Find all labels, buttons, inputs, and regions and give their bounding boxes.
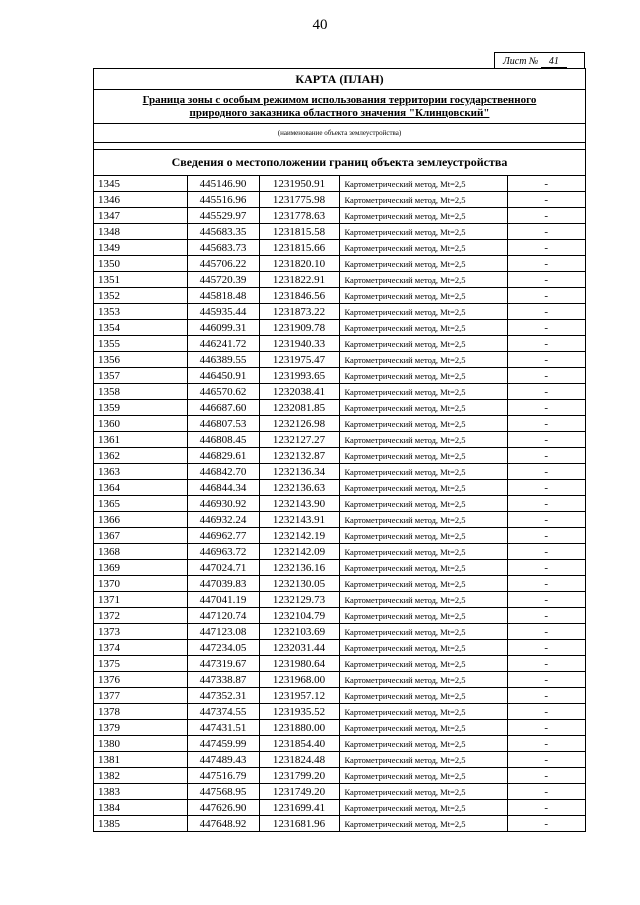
method-text: Картометрический метод, Mt=2,5 [339, 512, 507, 528]
point-number: 1369 [94, 560, 187, 576]
table-row [94, 512, 585, 528]
point-number: 1374 [94, 640, 187, 656]
method-text: Картометрический метод, Mt=2,5 [339, 304, 507, 320]
point-number: 1368 [94, 544, 187, 560]
method-text: Картометрический метод, Mt=2,5 [339, 752, 507, 768]
accuracy-dash: - [507, 224, 585, 240]
method-text: Картометрический метод, Mt=2,5 [339, 464, 507, 480]
y-coordinate: 1232130.05 [259, 576, 339, 592]
table-row [94, 752, 585, 768]
sheet-number-box [494, 52, 585, 69]
x-coordinate: 447319.67 [187, 656, 259, 672]
sheet-label: Лист № [503, 56, 539, 67]
table-row [94, 656, 585, 672]
method-text: Картометрический метод, Mt=2,5 [339, 400, 507, 416]
point-number: 1351 [94, 272, 187, 288]
y-coordinate: 1231699.41 [259, 800, 339, 816]
x-coordinate: 446963.72 [187, 544, 259, 560]
y-coordinate: 1231799.20 [259, 768, 339, 784]
x-coordinate: 446450.91 [187, 368, 259, 384]
method-text: Картометрический метод, Mt=2,5 [339, 256, 507, 272]
method-text: Картометрический метод, Mt=2,5 [339, 320, 507, 336]
accuracy-dash: - [507, 432, 585, 448]
table-row [94, 400, 585, 416]
y-coordinate: 1231909.78 [259, 320, 339, 336]
method-text: Картометрический метод, Mt=2,5 [339, 224, 507, 240]
accuracy-dash: - [507, 192, 585, 208]
point-number: 1352 [94, 288, 187, 304]
point-number: 1385 [94, 816, 187, 832]
x-coordinate: 447626.90 [187, 800, 259, 816]
y-coordinate: 1231940.33 [259, 336, 339, 352]
y-coordinate: 1231975.47 [259, 352, 339, 368]
table-row [94, 464, 585, 480]
table-row [94, 544, 585, 560]
y-coordinate: 1232126.98 [259, 416, 339, 432]
table-row [94, 336, 585, 352]
y-coordinate: 1232136.63 [259, 480, 339, 496]
method-text: Картометрический метод, Mt=2,5 [339, 240, 507, 256]
accuracy-dash: - [507, 416, 585, 432]
point-number: 1357 [94, 368, 187, 384]
point-number: 1384 [94, 800, 187, 816]
point-number: 1366 [94, 512, 187, 528]
table-row [94, 384, 585, 400]
y-coordinate: 1232136.16 [259, 560, 339, 576]
x-coordinate: 446842.70 [187, 464, 259, 480]
y-coordinate: 1231778.63 [259, 208, 339, 224]
accuracy-dash: - [507, 400, 585, 416]
x-coordinate: 446687.60 [187, 400, 259, 416]
x-coordinate: 447489.43 [187, 752, 259, 768]
method-text: Картометрический метод, Mt=2,5 [339, 800, 507, 816]
method-text: Картометрический метод, Mt=2,5 [339, 448, 507, 464]
point-number: 1370 [94, 576, 187, 592]
method-text: Картометрический метод, Mt=2,5 [339, 816, 507, 832]
accuracy-dash: - [507, 816, 585, 832]
x-coordinate: 447039.83 [187, 576, 259, 592]
accuracy-dash: - [507, 320, 585, 336]
x-coordinate: 445683.35 [187, 224, 259, 240]
table-row [94, 608, 585, 624]
x-coordinate: 447024.71 [187, 560, 259, 576]
method-text: Картометрический метод, Mt=2,5 [339, 528, 507, 544]
accuracy-dash: - [507, 496, 585, 512]
coordinates-table [94, 176, 585, 831]
accuracy-dash: - [507, 512, 585, 528]
accuracy-dash: - [507, 576, 585, 592]
method-text: Картометрический метод, Mt=2,5 [339, 208, 507, 224]
x-coordinate: 445706.22 [187, 256, 259, 272]
table-row [94, 224, 585, 240]
table-row [94, 688, 585, 704]
point-number: 1382 [94, 768, 187, 784]
x-coordinate: 446099.31 [187, 320, 259, 336]
x-coordinate: 447431.51 [187, 720, 259, 736]
y-coordinate: 1232143.90 [259, 496, 339, 512]
table-row [94, 480, 585, 496]
table-row [94, 720, 585, 736]
table-row [94, 800, 585, 816]
accuracy-dash: - [507, 672, 585, 688]
subtitle-line-1: Граница зоны с особым режимом использования территории государственного [142, 94, 537, 106]
table-row [94, 176, 585, 192]
y-coordinate: 1231775.98 [259, 192, 339, 208]
method-text: Картометрический метод, Mt=2,5 [339, 640, 507, 656]
y-coordinate: 1232104.79 [259, 608, 339, 624]
x-coordinate: 446808.45 [187, 432, 259, 448]
sheet-number: 41 [541, 56, 567, 68]
accuracy-dash: - [507, 464, 585, 480]
x-coordinate: 447338.87 [187, 672, 259, 688]
point-number: 1375 [94, 656, 187, 672]
method-text: Картометрический метод, Mt=2,5 [339, 384, 507, 400]
y-coordinate: 1232127.27 [259, 432, 339, 448]
method-text: Картометрический метод, Mt=2,5 [339, 416, 507, 432]
y-coordinate: 1232081.85 [259, 400, 339, 416]
y-coordinate: 1232038.41 [259, 384, 339, 400]
table-row [94, 272, 585, 288]
accuracy-dash: - [507, 448, 585, 464]
y-coordinate: 1232129.73 [259, 592, 339, 608]
point-number: 1378 [94, 704, 187, 720]
x-coordinate: 447352.31 [187, 688, 259, 704]
point-number: 1383 [94, 784, 187, 800]
table-row [94, 768, 585, 784]
table-row [94, 320, 585, 336]
y-coordinate: 1231815.58 [259, 224, 339, 240]
point-number: 1379 [94, 720, 187, 736]
table-row [94, 432, 585, 448]
accuracy-dash: - [507, 528, 585, 544]
y-coordinate: 1231846.56 [259, 288, 339, 304]
accuracy-dash: - [507, 688, 585, 704]
subtitle-line-2: природного заказника областного значения "Клинцовский" [189, 107, 490, 119]
accuracy-dash: - [507, 176, 585, 192]
y-coordinate: 1231980.64 [259, 656, 339, 672]
point-number: 1355 [94, 336, 187, 352]
point-number: 1365 [94, 496, 187, 512]
method-text: Картометрический метод, Mt=2,5 [339, 608, 507, 624]
accuracy-dash: - [507, 704, 585, 720]
method-text: Картометрический метод, Mt=2,5 [339, 688, 507, 704]
accuracy-dash: - [507, 480, 585, 496]
table-row [94, 448, 585, 464]
accuracy-dash: - [507, 720, 585, 736]
y-coordinate: 1231815.66 [259, 240, 339, 256]
x-coordinate: 445935.44 [187, 304, 259, 320]
x-coordinate: 445818.48 [187, 288, 259, 304]
accuracy-dash: - [507, 384, 585, 400]
x-coordinate: 446807.53 [187, 416, 259, 432]
x-coordinate: 447459.99 [187, 736, 259, 752]
y-coordinate: 1232132.87 [259, 448, 339, 464]
method-text: Картометрический метод, Mt=2,5 [339, 176, 507, 192]
point-number: 1363 [94, 464, 187, 480]
table-row [94, 672, 585, 688]
y-coordinate: 1231957.12 [259, 688, 339, 704]
x-coordinate: 445720.39 [187, 272, 259, 288]
x-coordinate: 447120.74 [187, 608, 259, 624]
x-coordinate: 447516.79 [187, 768, 259, 784]
accuracy-dash: - [507, 592, 585, 608]
y-coordinate: 1231935.52 [259, 704, 339, 720]
table-row [94, 368, 585, 384]
method-text: Картометрический метод, Mt=2,5 [339, 624, 507, 640]
point-number: 1361 [94, 432, 187, 448]
table-row [94, 704, 585, 720]
y-coordinate: 1231873.22 [259, 304, 339, 320]
section-title: Сведения о местоположении границ объекта землеустройства [94, 150, 585, 176]
table-row [94, 256, 585, 272]
accuracy-dash: - [507, 544, 585, 560]
accuracy-dash: - [507, 656, 585, 672]
method-text: Картометрический метод, Mt=2,5 [339, 480, 507, 496]
accuracy-dash: - [507, 240, 585, 256]
y-coordinate: 1231749.20 [259, 784, 339, 800]
accuracy-dash: - [507, 256, 585, 272]
method-text: Картометрический метод, Mt=2,5 [339, 432, 507, 448]
y-coordinate: 1232031.44 [259, 640, 339, 656]
table-row [94, 288, 585, 304]
x-coordinate: 447374.55 [187, 704, 259, 720]
accuracy-dash: - [507, 208, 585, 224]
table-row [94, 352, 585, 368]
y-coordinate: 1231993.65 [259, 368, 339, 384]
table-row [94, 528, 585, 544]
accuracy-dash: - [507, 784, 585, 800]
document-title: КАРТА (ПЛАН) [94, 69, 585, 90]
y-coordinate: 1231950.91 [259, 176, 339, 192]
x-coordinate: 446844.34 [187, 480, 259, 496]
method-text: Картометрический метод, Mt=2,5 [339, 720, 507, 736]
method-text: Картометрический метод, Mt=2,5 [339, 336, 507, 352]
point-number: 1349 [94, 240, 187, 256]
point-number: 1356 [94, 352, 187, 368]
y-coordinate: 1231880.00 [259, 720, 339, 736]
accuracy-dash: - [507, 752, 585, 768]
point-number: 1359 [94, 400, 187, 416]
method-text: Картометрический метод, Mt=2,5 [339, 784, 507, 800]
document-subtitle [94, 90, 585, 124]
accuracy-dash: - [507, 272, 585, 288]
table-row [94, 304, 585, 320]
x-coordinate: 446570.62 [187, 384, 259, 400]
method-text: Картометрический метод, Mt=2,5 [339, 368, 507, 384]
point-number: 1354 [94, 320, 187, 336]
point-number: 1377 [94, 688, 187, 704]
method-text: Картометрический метод, Mt=2,5 [339, 496, 507, 512]
point-number: 1371 [94, 592, 187, 608]
point-number: 1380 [94, 736, 187, 752]
document-frame [93, 68, 586, 832]
point-number: 1372 [94, 608, 187, 624]
y-coordinate: 1231681.96 [259, 816, 339, 832]
accuracy-dash: - [507, 768, 585, 784]
x-coordinate: 446962.77 [187, 528, 259, 544]
table-row [94, 736, 585, 752]
method-text: Картометрический метод, Mt=2,5 [339, 736, 507, 752]
x-coordinate: 446241.72 [187, 336, 259, 352]
accuracy-dash: - [507, 624, 585, 640]
point-number: 1376 [94, 672, 187, 688]
y-coordinate: 1231968.00 [259, 672, 339, 688]
table-row [94, 496, 585, 512]
spacer-row [94, 143, 585, 150]
y-coordinate: 1232142.09 [259, 544, 339, 560]
y-coordinate: 1232142.19 [259, 528, 339, 544]
y-coordinate: 1231822.91 [259, 272, 339, 288]
method-text: Картометрический метод, Mt=2,5 [339, 272, 507, 288]
method-text: Картометрический метод, Mt=2,5 [339, 768, 507, 784]
point-number: 1350 [94, 256, 187, 272]
point-number: 1347 [94, 208, 187, 224]
method-text: Картометрический метод, Mt=2,5 [339, 352, 507, 368]
point-number: 1381 [94, 752, 187, 768]
table-row [94, 240, 585, 256]
x-coordinate: 445516.96 [187, 192, 259, 208]
accuracy-dash: - [507, 800, 585, 816]
accuracy-dash: - [507, 560, 585, 576]
table-row [94, 560, 585, 576]
method-text: Картометрический метод, Mt=2,5 [339, 704, 507, 720]
point-number: 1367 [94, 528, 187, 544]
accuracy-dash: - [507, 336, 585, 352]
point-number: 1345 [94, 176, 187, 192]
method-text: Картометрический метод, Mt=2,5 [339, 544, 507, 560]
point-number: 1373 [94, 624, 187, 640]
table-row [94, 592, 585, 608]
x-coordinate: 447234.05 [187, 640, 259, 656]
y-coordinate: 1232136.34 [259, 464, 339, 480]
method-text: Картометрический метод, Mt=2,5 [339, 576, 507, 592]
point-number: 1358 [94, 384, 187, 400]
accuracy-dash: - [507, 736, 585, 752]
x-coordinate: 445683.73 [187, 240, 259, 256]
table-row [94, 624, 585, 640]
accuracy-dash: - [507, 352, 585, 368]
accuracy-dash: - [507, 288, 585, 304]
point-number: 1360 [94, 416, 187, 432]
method-text: Картометрический метод, Mt=2,5 [339, 592, 507, 608]
y-coordinate: 1231824.48 [259, 752, 339, 768]
point-number: 1348 [94, 224, 187, 240]
x-coordinate: 447123.08 [187, 624, 259, 640]
y-coordinate: 1231854.40 [259, 736, 339, 752]
y-coordinate: 1232103.69 [259, 624, 339, 640]
accuracy-dash: - [507, 640, 585, 656]
method-text: Картометрический метод, Mt=2,5 [339, 656, 507, 672]
x-coordinate: 447568.95 [187, 784, 259, 800]
object-caption: (наименование объекта землеустройства) [94, 124, 585, 143]
table-row [94, 784, 585, 800]
point-number: 1346 [94, 192, 187, 208]
method-text: Картометрический метод, Mt=2,5 [339, 560, 507, 576]
method-text: Картометрический метод, Mt=2,5 [339, 288, 507, 304]
x-coordinate: 447041.19 [187, 592, 259, 608]
table-row [94, 640, 585, 656]
method-text: Картометрический метод, Mt=2,5 [339, 672, 507, 688]
x-coordinate: 446829.61 [187, 448, 259, 464]
method-text: Картометрический метод, Mt=2,5 [339, 192, 507, 208]
x-coordinate: 446389.55 [187, 352, 259, 368]
table-row [94, 416, 585, 432]
point-number: 1364 [94, 480, 187, 496]
table-row [94, 576, 585, 592]
x-coordinate: 446932.24 [187, 512, 259, 528]
table-row [94, 192, 585, 208]
accuracy-dash: - [507, 304, 585, 320]
coordinates-table-body [94, 176, 585, 831]
table-row [94, 208, 585, 224]
table-row [94, 816, 585, 832]
x-coordinate: 446930.92 [187, 496, 259, 512]
x-coordinate: 447648.92 [187, 816, 259, 832]
point-number: 1353 [94, 304, 187, 320]
x-coordinate: 445529.97 [187, 208, 259, 224]
page-number: 40 [312, 17, 328, 33]
y-coordinate: 1231820.10 [259, 256, 339, 272]
accuracy-dash: - [507, 608, 585, 624]
point-number: 1362 [94, 448, 187, 464]
accuracy-dash: - [507, 368, 585, 384]
x-coordinate: 445146.90 [187, 176, 259, 192]
y-coordinate: 1232143.91 [259, 512, 339, 528]
